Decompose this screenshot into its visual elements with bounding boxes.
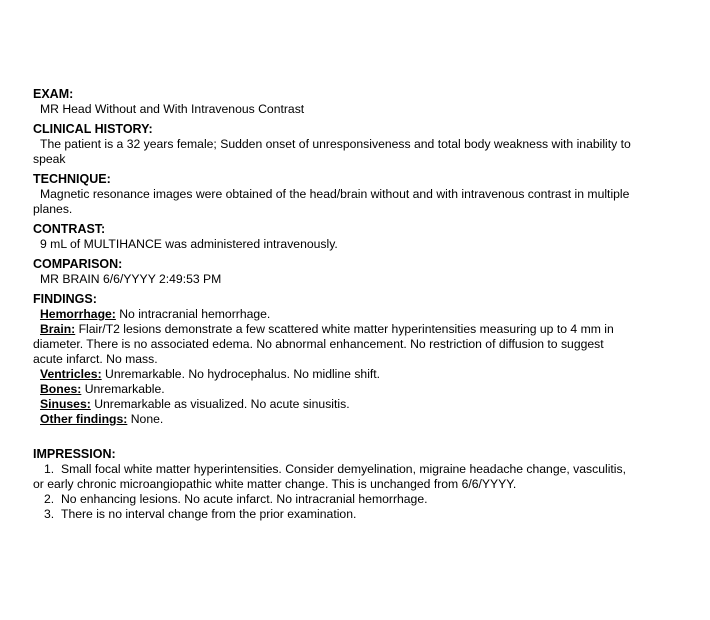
impression-item-1 xyxy=(33,462,683,477)
ventricles-text: Unremarkable. No hydrocephalus. No midline shift. xyxy=(105,367,381,381)
impression-item-3-number: 3. xyxy=(44,507,55,521)
clinical-history-line-2: speak xyxy=(33,152,66,166)
other-findings-text: None. xyxy=(130,412,164,426)
contrast-text: 9 mL of MULTIHANCE was administered intravenously. xyxy=(40,237,338,251)
exam-heading: EXAM: xyxy=(33,87,74,101)
impression-heading: IMPRESSION: xyxy=(33,447,116,461)
impression-list xyxy=(33,462,683,522)
finding-sinuses xyxy=(33,397,683,412)
brain-text-line-1: Flair/T2 lesions demonstrate a few scattered white matter hyperintensities measuring up to 4 mm in xyxy=(78,322,614,336)
hemorrhage-text: No intracranial hemorrhage. xyxy=(119,307,271,321)
sinuses-text: Unremarkable as visualized. No acute sinusitis. xyxy=(94,397,350,411)
finding-ventricles xyxy=(33,367,683,382)
brain-text-line-2 xyxy=(33,337,683,352)
clinical-history-heading: CLINICAL HISTORY: xyxy=(33,122,153,136)
impression-item-2 xyxy=(33,492,683,507)
bones-text: Unremarkable. xyxy=(84,382,165,396)
hemorrhage-label: Hemorrhage: xyxy=(40,307,116,321)
findings-heading: FINDINGS: xyxy=(33,292,97,306)
section-spacer xyxy=(33,427,683,442)
impression-item-1-number: 1. xyxy=(44,462,55,476)
sinuses-label: Sinuses: xyxy=(40,397,91,411)
radiology-report xyxy=(33,87,683,522)
impression-item-3-text: There is no interval change from the prior examination. xyxy=(61,507,357,521)
finding-hemorrhage xyxy=(33,307,683,322)
impression-item-2-number: 2. xyxy=(44,492,55,506)
impression-item-2-text: No enhancing lesions. No acute infarct. No intracranial hemorrhage. xyxy=(61,492,428,506)
finding-other xyxy=(33,412,683,427)
technique-line-1: Magnetic resonance images were obtained of the head/brain without and with intravenous contrast in multiple xyxy=(40,187,630,201)
comparison-heading: COMPARISON: xyxy=(33,257,123,271)
impression-item-1-line-2: or early chronic microangiopathic white matter change. This is unchanged from 6/6/YYYY. xyxy=(33,477,517,491)
impression-item-3 xyxy=(33,507,683,522)
finding-bones xyxy=(33,382,683,397)
contrast-heading: CONTRAST: xyxy=(33,222,106,236)
bones-label: Bones: xyxy=(40,382,82,396)
comparison-text: MR BRAIN 6/6/YYYY 2:49:53 PM xyxy=(40,272,222,286)
technique-heading: TECHNIQUE: xyxy=(33,172,111,186)
exam-text: MR Head Without and With Intravenous Contrast xyxy=(40,102,305,116)
ventricles-label: Ventricles: xyxy=(40,367,102,381)
technique-line-2: planes. xyxy=(33,202,73,216)
brain-text-line-3: acute infarct. No mass. xyxy=(33,352,158,366)
other-findings-label: Other findings: xyxy=(40,412,128,426)
impression-item-1-line-1: Small focal white matter hyperintensities. Consider demyelination, migraine headache change, vasculitis, xyxy=(61,462,626,476)
brain-label: Brain: xyxy=(40,322,76,336)
clinical-history-line-1: The patient is a 32 years female; Sudden onset of unresponsiveness and total body weakness with inability to xyxy=(40,137,631,151)
finding-brain xyxy=(33,322,683,337)
brain-line-2-text: diameter. There is no associated edema. No abnormal enhancement. No restriction of diffusion to suggest xyxy=(33,337,604,351)
